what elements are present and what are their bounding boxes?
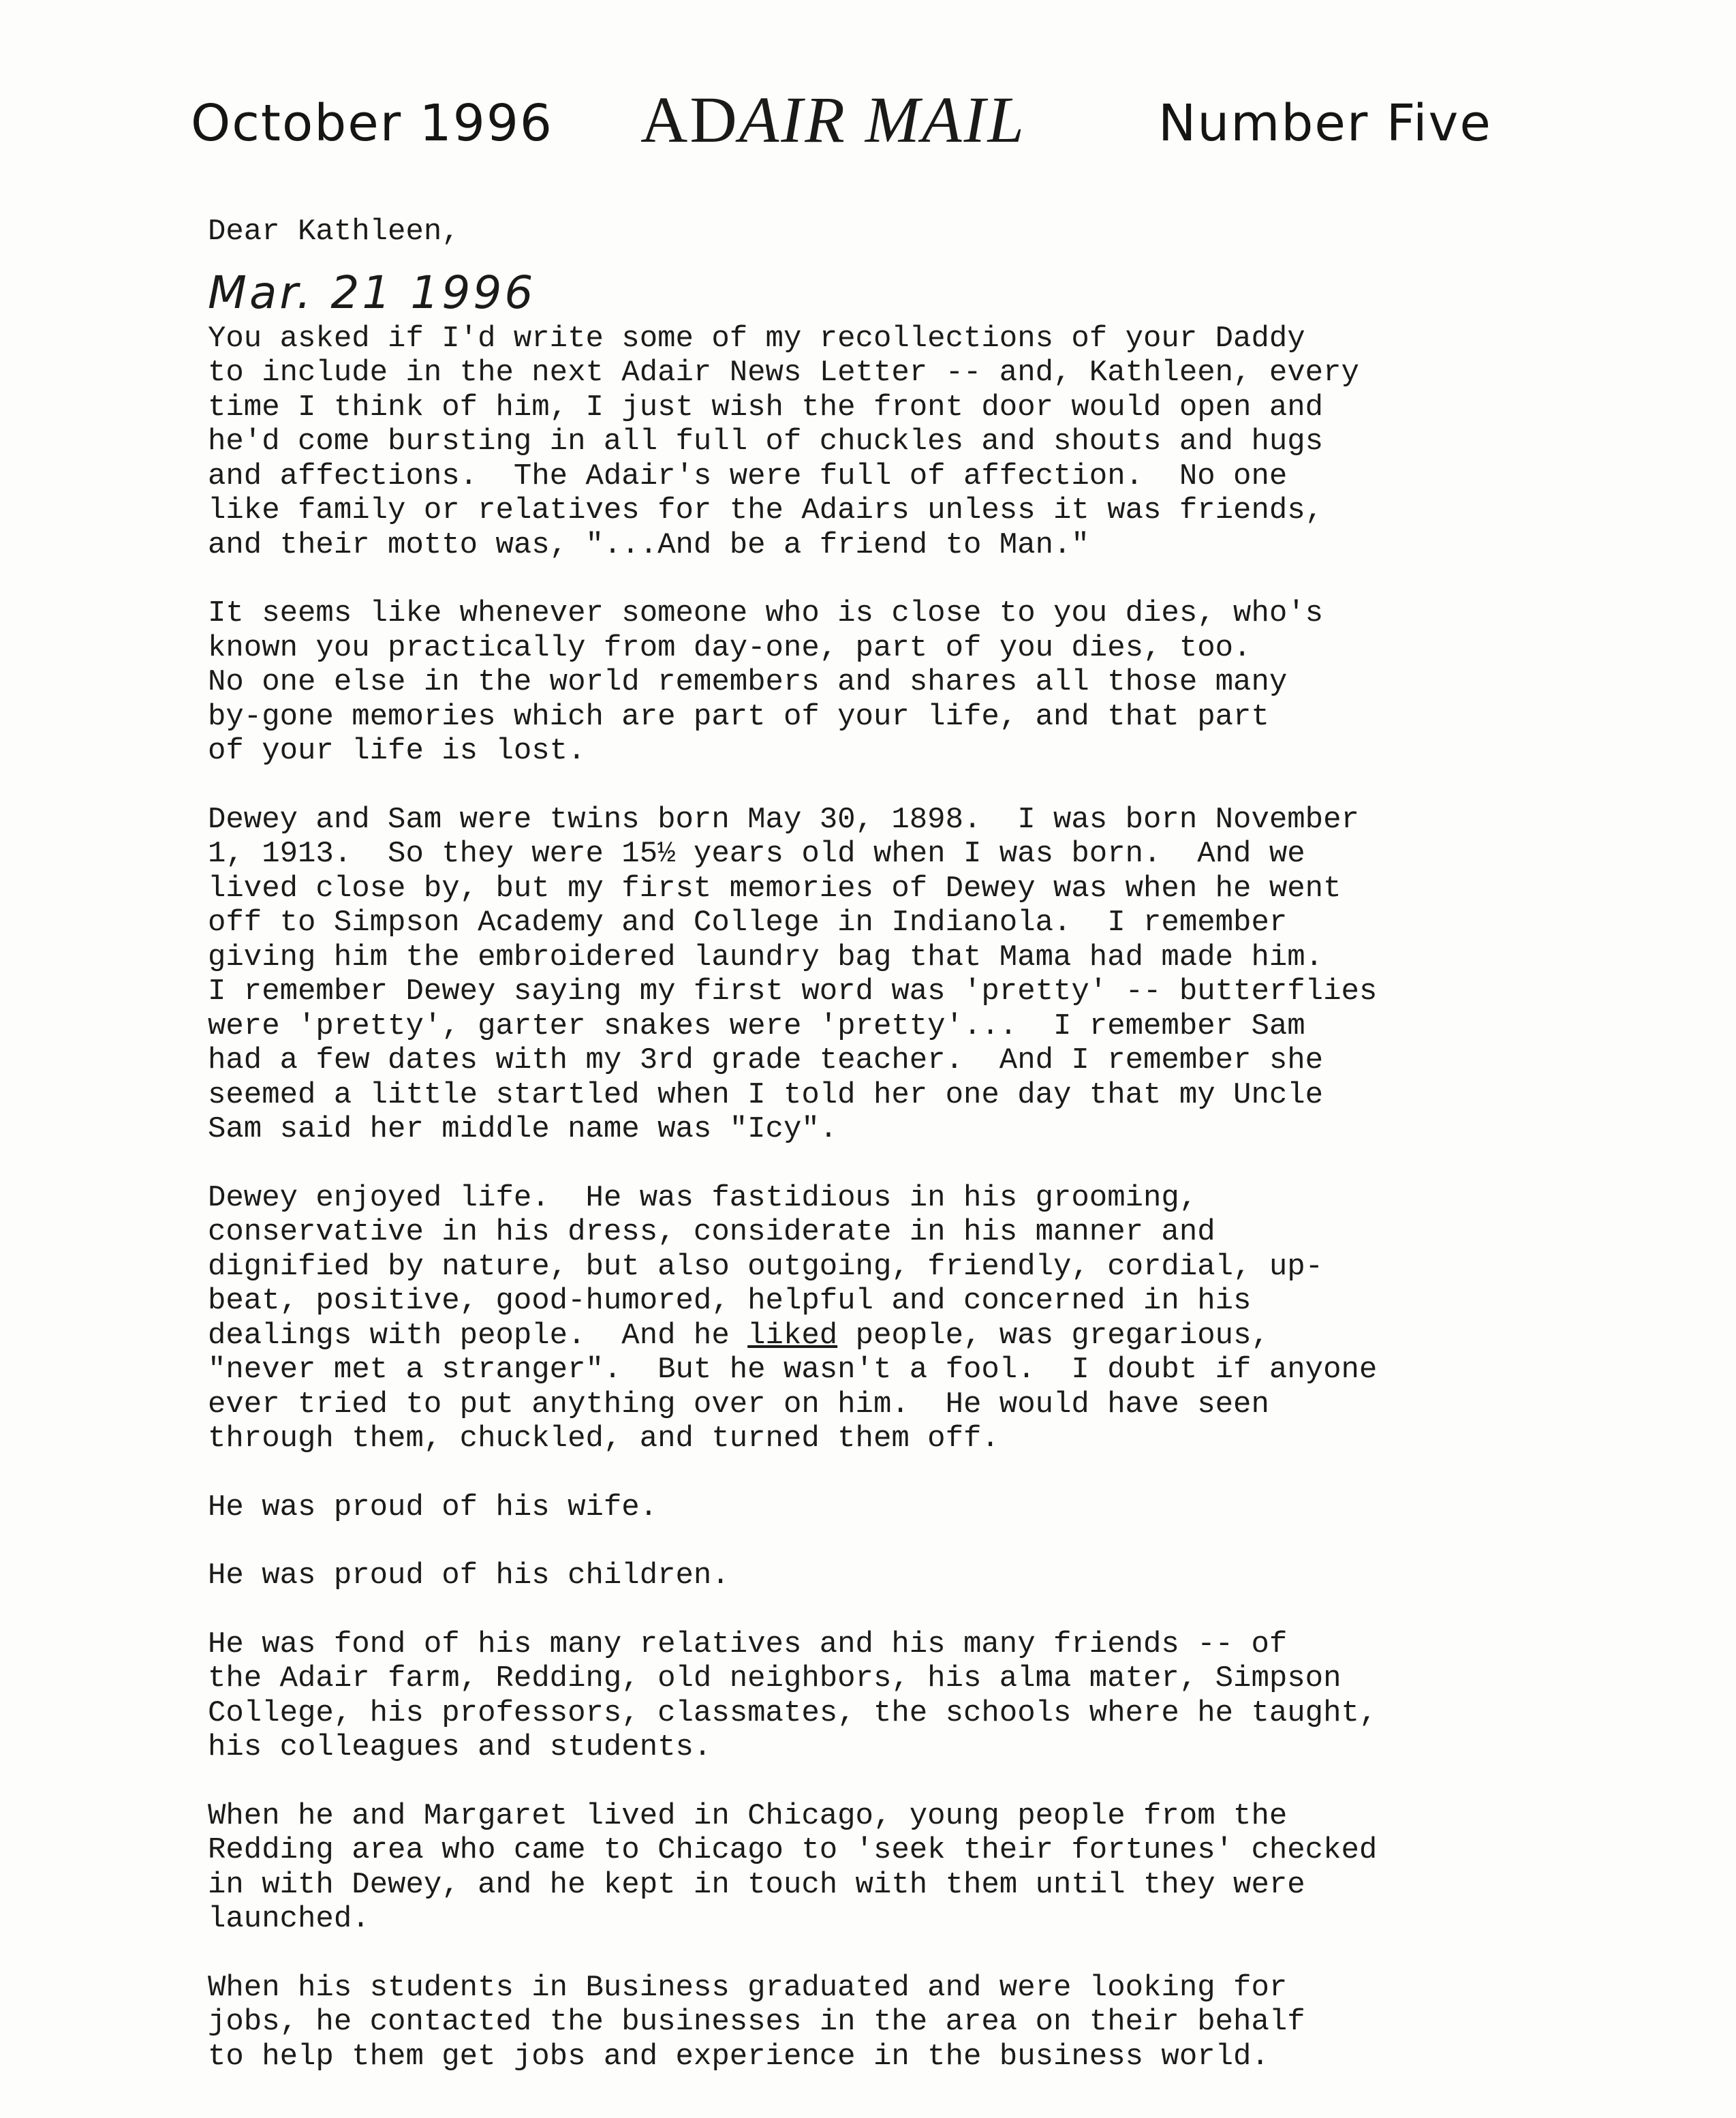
paragraph-7	[208, 1627, 1598, 1765]
paragraph-5	[208, 1490, 1598, 1525]
text-line: You asked if I'd write some of my recollections of your Daddy	[208, 321, 1305, 356]
text-line	[208, 1319, 1598, 1353]
paragraph-6	[208, 1559, 1598, 1593]
text-line: to help them get jobs and experience in the business world.	[208, 2039, 1269, 2074]
text-line: to include in the next Adair News Letter -- and, Kathleen, every	[208, 356, 1359, 390]
text-line: through them, chuckled, and turned them off.	[208, 1422, 999, 1456]
text-line: giving him the embroidered laundry bag that Mama had made him.	[208, 940, 1324, 974]
text-segment: people, was gregarious,	[837, 1318, 1269, 1353]
paragraph-4	[208, 1181, 1598, 1456]
text-line: ever tried to put anything over on him. He would have seen	[208, 1387, 1269, 1422]
text-line: of your life is lost.	[208, 734, 586, 768]
issue-date: October 1996	[191, 94, 553, 153]
text-line: beat, positive, good-humored, helpful and concerned in his	[208, 1284, 1252, 1318]
newsletter-title	[640, 82, 1026, 157]
text-line: lived close by, but my first memories of Dewey was when he went	[208, 871, 1342, 906]
text-line: Dewey enjoyed life. He was fastidious in his grooming,	[208, 1180, 1198, 1215]
text-line: Dewey and Sam were twins born May 30, 1898. I was born November	[208, 802, 1359, 837]
text-segment: dealings with people. And he	[208, 1318, 748, 1353]
title-rest: AIR MAIL	[739, 83, 1026, 156]
text-line: 1, 1913. So they were 15½ years old when I was born. And we	[208, 837, 1305, 871]
handwritten-date: Mar. 21 1996	[208, 266, 536, 319]
text-line: the Adair farm, Redding, old neighbors, his alma mater, Simpson	[208, 1661, 1342, 1695]
text-line: and affections. The Adair's were full of affection. No one	[208, 459, 1288, 493]
text-line: time I think of him, I just wish the front door would open and	[208, 390, 1324, 425]
letter-body	[208, 215, 1598, 2108]
salutation: Dear Kathleen,	[208, 215, 460, 249]
text-line: conservative in his dress, considerate in his manner and	[208, 1215, 1215, 1249]
title-prefix: AD	[640, 83, 739, 156]
text-line: by-gone memories which are part of your life, and that part	[208, 699, 1269, 734]
text-line: When he and Margaret lived in Chicago, young people from the	[208, 1798, 1288, 1833]
text-line: College, his professors, classmates, the schools where he taught,	[208, 1695, 1378, 1730]
text-line: his colleagues and students.	[208, 1730, 712, 1764]
text-line: and their motto was, "...And be a friend to Man."	[208, 527, 1089, 562]
text-line: No one else in the world remembers and shares all those many	[208, 665, 1288, 699]
text-line: He was proud of his wife.	[208, 1490, 658, 1524]
issue-number: Number Five	[1158, 94, 1492, 153]
newsletter-header	[191, 82, 1553, 184]
text-line: dignified by nature, but also outgoing, friendly, cordial, up-	[208, 1249, 1324, 1284]
paragraph-8	[208, 1799, 1598, 1937]
paragraph-2	[208, 596, 1598, 769]
text-line: Sam said her middle name was "Icy".	[208, 1112, 838, 1146]
paragraph-3	[208, 803, 1598, 1147]
text-line: When his students in Business graduated and were looking for	[208, 1970, 1288, 2005]
text-line: It seems like whenever someone who is close to you dies, who's	[208, 596, 1324, 630]
text-line: known you practically from day-one, part of you dies, too.	[208, 630, 1252, 665]
text-line: jobs, he contacted the businesses in the area on their behalf	[208, 2005, 1305, 2039]
text-line: he'd come bursting in all full of chuckles and shouts and hugs	[208, 425, 1324, 459]
text-line: were 'pretty', garter snakes were 'pretty'... I remember Sam	[208, 1009, 1305, 1043]
text-line: He was proud of his children.	[208, 1559, 730, 1593]
text-line: I remember Dewey saying my first word was 'pretty' -- butterflies	[208, 974, 1378, 1009]
paragraph-1	[208, 322, 1598, 563]
underlined-word: liked	[747, 1318, 838, 1353]
text-line: "never met a stranger". But he wasn't a fool. I doubt if anyone	[208, 1353, 1378, 1387]
text-line: launched.	[208, 1902, 370, 1936]
text-line: like family or relatives for the Adairs unless it was friends,	[208, 493, 1324, 527]
paragraph-9	[208, 1971, 1598, 2074]
text-line: He was fond of his many relatives and his many friends -- of	[208, 1627, 1288, 1661]
text-line: had a few dates with my 3rd grade teacher. And I remember she	[208, 1043, 1324, 1077]
text-line: off to Simpson Academy and College in Indianola. I remember	[208, 906, 1288, 940]
text-line: seemed a little startled when I told her one day that my Uncle	[208, 1077, 1324, 1112]
text-line: in with Dewey, and he kept in touch with them until they were	[208, 1867, 1305, 1902]
text-line: Redding area who came to Chicago to 'seek their fortunes' checked	[208, 1833, 1378, 1867]
